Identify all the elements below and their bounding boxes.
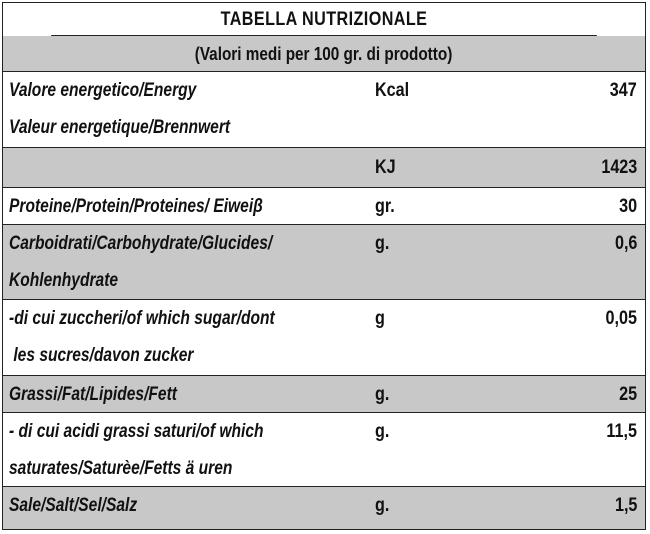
nutrient-name-line-1: Valore energetico/Energy (9, 80, 197, 101)
unit: g. (375, 233, 390, 254)
value: 11,5 (606, 421, 637, 442)
nutrient-name (9, 188, 379, 225)
unit: g. (375, 495, 390, 516)
unit: gr. (375, 196, 395, 217)
nutrient-name-line-1: - di cui acidi grassi saturi/of which (9, 421, 264, 442)
value: 347 (610, 80, 637, 101)
table-subtitle (3, 36, 645, 72)
row-saturated-fat (3, 413, 645, 487)
unit: g. (375, 421, 390, 442)
nutrient-name-line-2: les sucres/davon zucker (9, 345, 194, 366)
value: 0,6 (614, 233, 637, 254)
row-carbohydrate (3, 225, 645, 300)
nutrient-name-line-1: Sale/Salt/Sel/Salz (9, 495, 138, 516)
nutrient-name-line-2: saturates/Saturèe/Fetts ä uren (9, 458, 233, 479)
nutrient-name-line-1: Carboidrati/Carbohydrate/Glucides/ (9, 233, 273, 254)
nutrient-name-line-1: Grassi/Fat/Lipides/Fett (9, 384, 177, 405)
row-protein (3, 188, 645, 225)
unit: Kcal (375, 80, 410, 101)
nutrient-name (9, 300, 379, 374)
nutrient-name-line-1: -di cui zuccheri/of which sugar/dont (9, 308, 275, 329)
nutrient-name (9, 376, 379, 413)
value: 1423 (601, 157, 637, 178)
unit: g. (375, 384, 390, 405)
table-title: TABELLA NUTRIZIONALE (51, 3, 597, 36)
row-sugars (3, 300, 645, 376)
nutrient-name (9, 72, 379, 146)
value: 1,5 (614, 495, 637, 516)
nutrient-name-line-2: Kohlenhydrate (9, 270, 119, 291)
row-fat (3, 376, 645, 413)
nutrient-name-line-1: Proteine/Protein/Proteines/ Eiweiβ (9, 196, 263, 217)
unit: KJ (375, 157, 396, 178)
nutrition-table (2, 2, 646, 530)
nutrient-name (9, 225, 379, 299)
nutrient-name (9, 487, 379, 524)
nutrient-name-line-2: Valeur energetique/Brennwert (9, 117, 231, 138)
unit: g (375, 308, 385, 329)
row-energy-kcal (3, 72, 645, 148)
row-energy-kj (3, 148, 645, 188)
value: 0,05 (605, 308, 637, 329)
row-salt (3, 487, 645, 529)
value: 30 (619, 196, 637, 217)
nutrient-name (9, 413, 379, 487)
value: 25 (619, 384, 637, 405)
subtitle-text: (Valori medi per 100 gr. di prodotto) (195, 44, 453, 64)
